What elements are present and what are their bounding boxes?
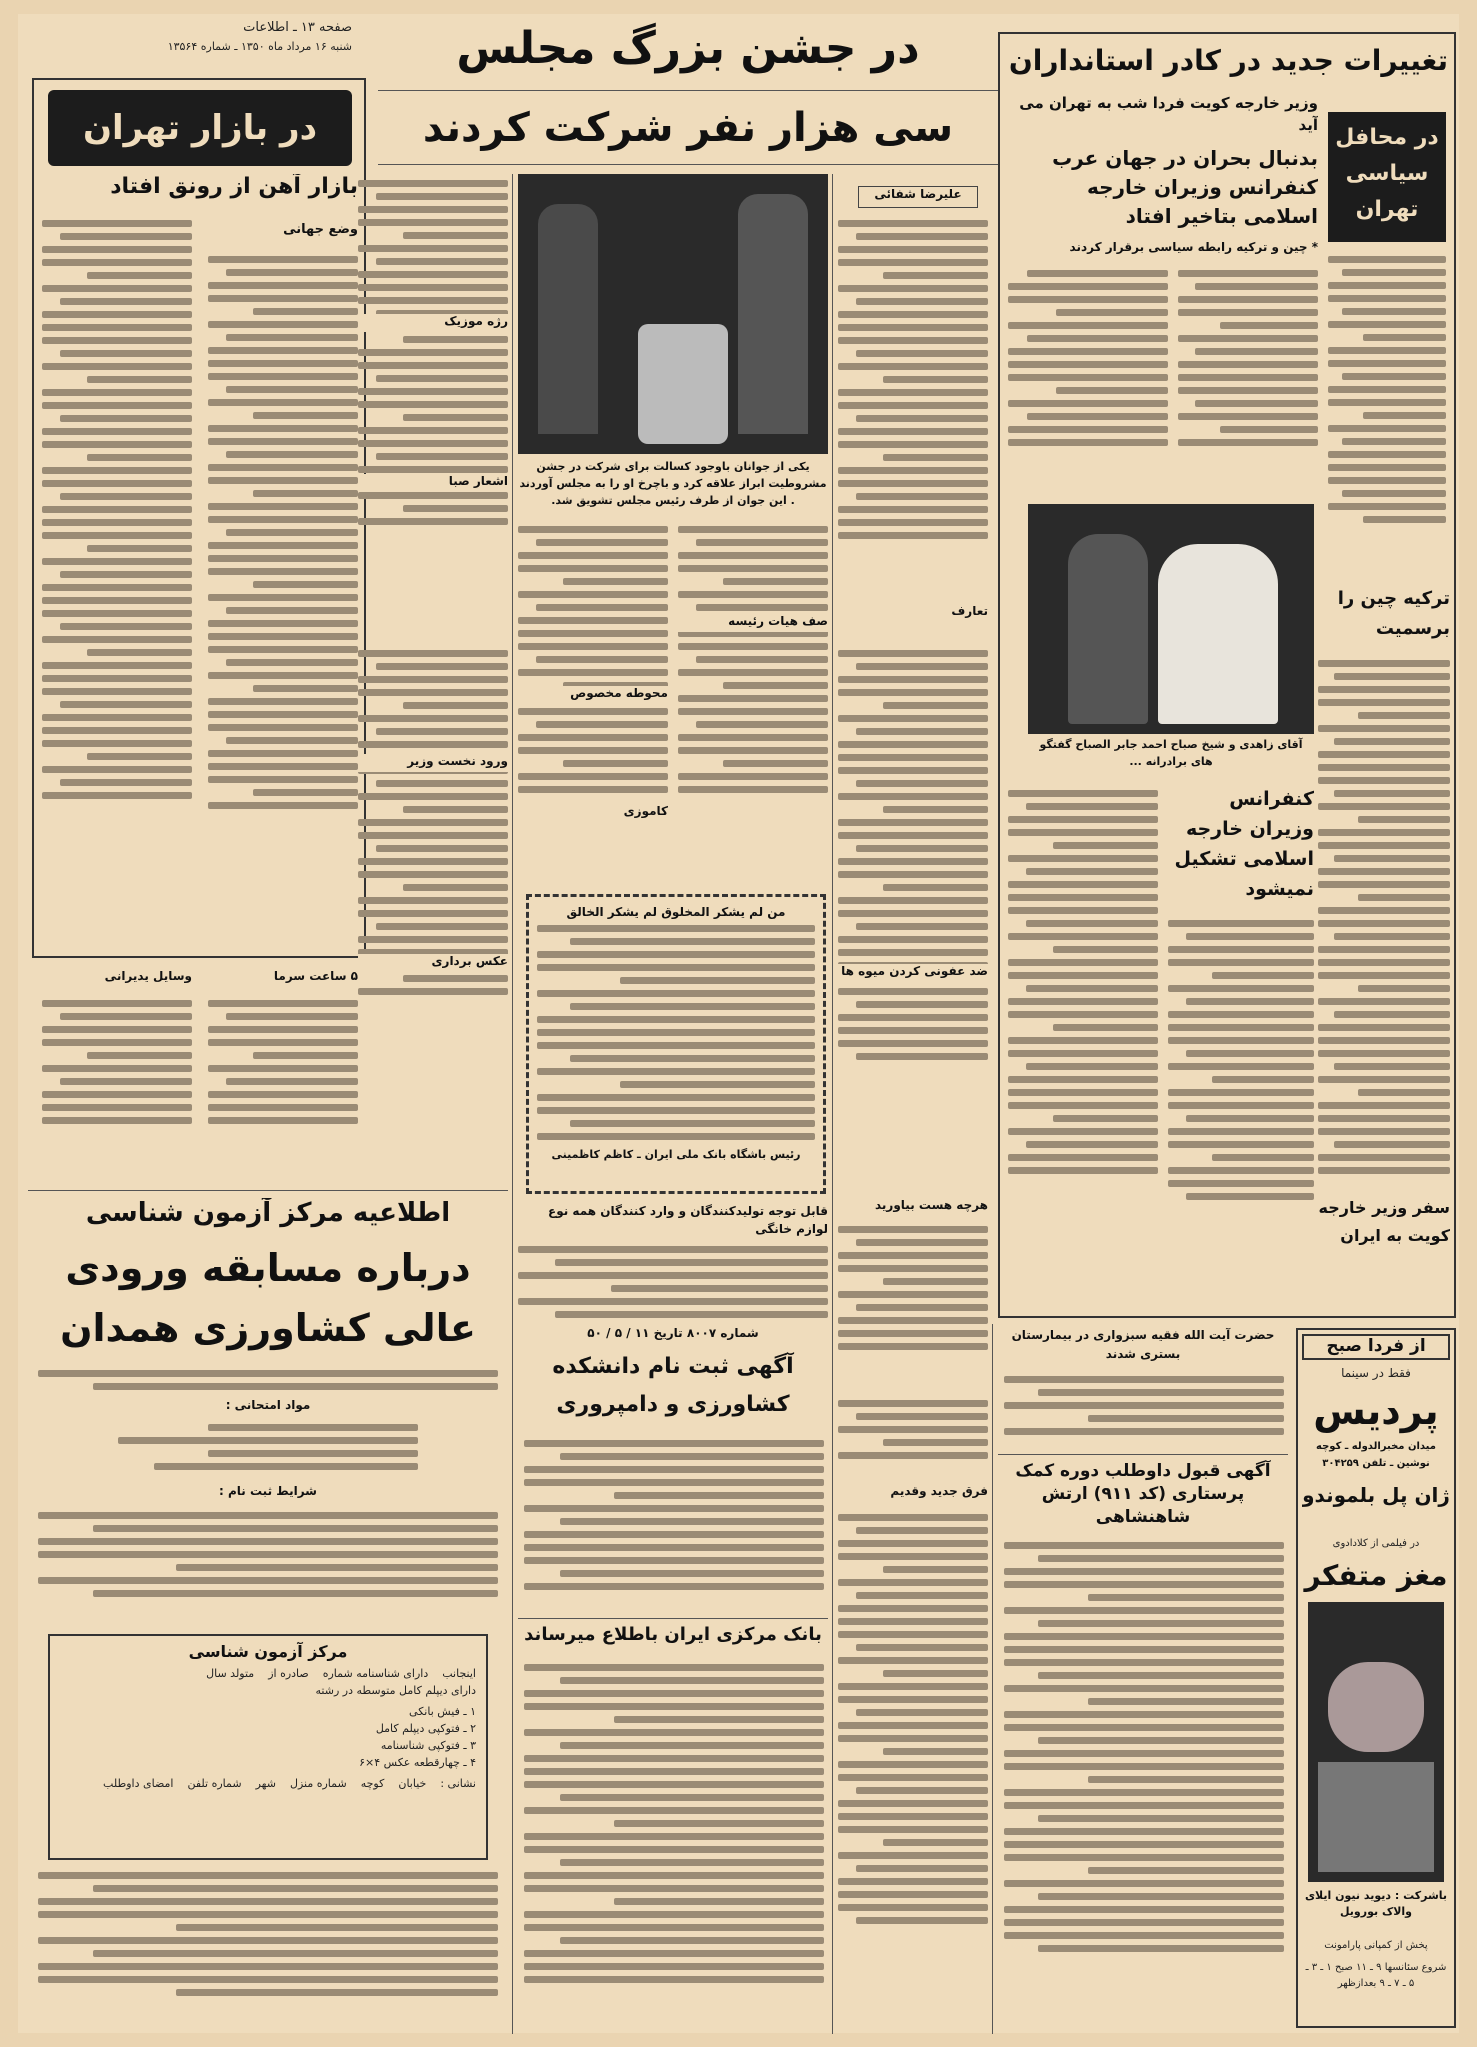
form-item: ۴ ـ چهارقطعه عکس ۴×۶: [359, 1756, 476, 1769]
cinema-from-tomorrow: از فردا صبح: [1302, 1334, 1450, 1360]
notice-thanks-title: من لم یشکر المخلوق لم یشکر الخالق: [566, 905, 786, 919]
hospital-title: حضرت آیت الله فقیه سبزواری در بیمارستان بستری شدند: [1011, 1328, 1275, 1361]
film-costar: باشرکت : دیوید نیون ایلای والاک بورویل: [1304, 1889, 1448, 1918]
form-field: اینجانب: [442, 1667, 476, 1680]
photo-zahedi-sabah: [1028, 504, 1314, 734]
subhead-kuwait: وزیر خارجه کویت فردا شب به تهران می آید: [1019, 94, 1318, 134]
sub-kamuzi: کاموزی: [518, 804, 668, 822]
form-field: کوچه: [360, 1777, 385, 1790]
subhead-china-turkey: * چین و ترکیه رابطه سیاسی برقرار کردند: [1069, 240, 1318, 254]
section-logo-bazaar: در بازار تهران: [48, 90, 352, 166]
sub-photography: عکس برداری: [358, 954, 508, 972]
photo-wheelchair: [518, 174, 828, 454]
cinema-name: پردیس: [1313, 1389, 1439, 1433]
exam-title-2: درباره مسابقه ورودی: [65, 1246, 471, 1290]
form-field: متولد سال: [206, 1667, 255, 1680]
ad-univ-ref: شماره ۸۰۰۷ تاریخ ۱۱ / ۵ / ۵۰: [587, 1326, 759, 1340]
army-title: آگهی قبول داوطلب دوره کمک پرستاری (کد ۹۱۱) ارتش شاهنشاهی: [1015, 1461, 1271, 1527]
subhead-reception: وسایل یدیرانی: [104, 969, 192, 983]
form-field: امضای داوطلب: [103, 1777, 174, 1790]
subhead-world-status: وضع جهانی: [283, 222, 358, 237]
sub-bring-all: هرچه هست بیاورید: [874, 1198, 988, 1212]
sub-tarof: تعارف: [838, 604, 988, 622]
film-times: شروع سئانسها ۹ ـ ۱۱ صبح ۱ ـ ۳ ـ ۵ ـ ۷ ـ ۹ بعدازظهر: [1305, 1962, 1447, 1989]
film-actor: ژان پل بلموندو: [1302, 1483, 1450, 1507]
film-distrib: پخش از کمپانی پارامونت: [1324, 1940, 1428, 1951]
sub-special-area: محوطه مخصوص: [518, 686, 668, 704]
form-item: ۳ ـ فتوکپی شناسنامه: [380, 1739, 476, 1752]
form-field: خیابان: [398, 1777, 427, 1790]
cinema-address: میدان مخبرالدوله ـ کوچه نوشین ـ تلفن ۳۰۴۲۵۹: [1316, 1441, 1436, 1469]
date-line: شنبه ۱۶ مرداد ماه ۱۳۵۰ ـ شماره ۱۳۵۶۴: [167, 40, 352, 53]
ad-bank-title: بانک مرکزی ایران باطلاع میرساند: [524, 1624, 822, 1645]
film-poster-photo: [1308, 1602, 1444, 1882]
form-field: شماره منزل: [289, 1777, 347, 1790]
form-fields: [60, 1667, 476, 1697]
main-headline: در جشن بزرگ مجلس: [456, 23, 920, 74]
ad-univ-title: آگهی ثبت نام دانشکده کشاورزی و دامپروری: [552, 1354, 794, 1417]
sub-fruit-disinfect: ضد عفونی کردن میوه ها: [838, 964, 988, 982]
form-field: دارای دیپلم کامل متوسطه در رشته: [315, 1684, 476, 1697]
sub-pm-arrival: ورود نخست وزیر: [358, 754, 508, 772]
notice-thanks-sign: رئیس باشگاه بانک ملی ایران ـ کاظم کاظمینی: [551, 1148, 801, 1161]
headline-turkey-china: ترکیه چین را برسمیت: [1337, 588, 1450, 639]
form-field: شهر: [255, 1777, 276, 1790]
exam-title-3: عالی کشاورزی همدان: [60, 1306, 476, 1350]
form-title: مرکز آزمون شناسی: [188, 1642, 348, 1661]
form-field: دارای شناسنامه شماره: [322, 1667, 429, 1680]
main-subheadline: سی هزار نفر شرکت کردند: [422, 105, 954, 151]
form-item: ۱ ـ فیش بانکی: [409, 1705, 476, 1718]
sub-new-old: فرق جدید وقدیم: [890, 1484, 988, 1498]
form-address: [60, 1777, 476, 1790]
section-title-politics: در محافل سیاسی تهران: [1328, 112, 1446, 242]
page-label: صفحه ۱۳ ـ اطلاعات: [243, 20, 352, 35]
film-title: مغز متفکر: [1304, 1559, 1448, 1592]
headline-conf-cancel: کنفرانس وزیران خارجه اسلامی تشکیل نمیشود: [1174, 788, 1314, 900]
film-in: در فیلمی از کلادادوی: [1332, 1538, 1420, 1549]
headline-kuwait-trip: سفر وزیر خارجه کویت به ایران: [1318, 1198, 1450, 1245]
sub-music-parade: رژه موزیک: [358, 314, 508, 332]
sub-saba-poems: اشعار صبا: [358, 474, 508, 492]
form-item: ۲ ـ فتوکپی دیپلم کامل: [375, 1722, 476, 1735]
form-field: نشانی :: [440, 1777, 476, 1790]
cinema-only-in: فقط در سینما: [1341, 1366, 1411, 1380]
photo-caption-wheelchair: یکی از جوانان باوجود کسالت برای شرکت در جشن مشروطیت ابراز علاقه کرد و باچرخ او را به مجلس آوردند . این جوان از طرف رئیس مجلس تشویق شد.: [519, 460, 827, 507]
sub-board-row: صف هیات رئیسه: [678, 614, 828, 632]
exam-subjects: مواد امتحانی :: [225, 1398, 311, 1412]
headline-iron-market: بازار آهن از رونق افتاد: [110, 174, 358, 199]
form-field: صادره از: [268, 1667, 309, 1680]
exam-form: [48, 1634, 488, 1860]
exam-title-1: اطلاعیه مرکز آزمون شناسی: [85, 1198, 451, 1228]
exam-registration: شرایط ثبت نام :: [219, 1484, 317, 1498]
newspaper-page: [18, 14, 1459, 2033]
form-items: [60, 1703, 476, 1771]
form-field: شماره تلفن: [187, 1777, 242, 1790]
byline: علیرضا شفائی: [858, 186, 978, 208]
headline-governors: تغییرات جدید در کادر استانداران: [1008, 44, 1448, 77]
subhead-cold: ۵ ساعت سرما: [273, 969, 358, 983]
subhead-islamic-conf: بدنبال بحران در جهان عرب کنفرانس وزیران خارجه اسلامی بتاخیر افتاد: [1052, 146, 1318, 228]
notice-thanks: [526, 894, 826, 1194]
notice-appliance: قابل توجه تولیدکنندگان و وارد کنندگان همه نوع لوازم خانگی: [548, 1204, 828, 1236]
photo-caption-zahedi: آقای زاهدی و شیخ صباح احمد جابر الصباح گفتگو های برادرانه ...: [1039, 738, 1303, 768]
